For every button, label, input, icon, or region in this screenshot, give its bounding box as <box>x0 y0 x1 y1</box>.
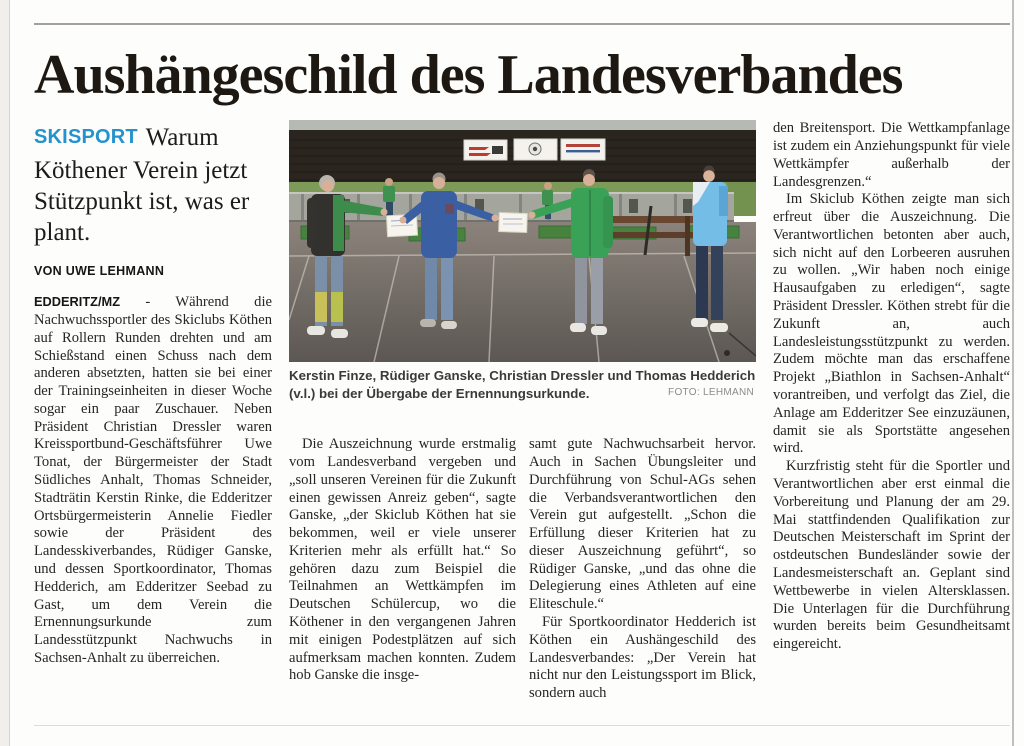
article-paragraph: Kurzfristig steht für die Sportler und Verantwortlichen aber erst einmal die Vorbereitung und Planung der am 29. Mai stattfindenden Qualifikation zur Deutschen Meisterschaft im Sprint der ostdeutschen Bundesländer sowie der Landesmeisterschaft an. Geplant sind Wettbewerbe in vielen Altersklassen. Die Unterlagen für die Durchführung wurden bereits beim Gesundheitsamt eingereicht. <box>773 458 1010 653</box>
dateline: EDDERITZ/MZ <box>34 294 121 310</box>
shooting-range-photo <box>289 120 756 362</box>
column-3 <box>529 436 756 703</box>
article-paragraph: Die Auszeichnung wurde erstmalig vom Landesverband vergeben und „soll unseren Vereinen für die Zukunft einen gewissen Anreiz geben“, sagte Ganske, „der Skiclub Köthen hat sie bekommen, weil er viele unserer Kriterien mehr als erfüllt hat.“ So gehören dazu zum Beispiel die Teilnahmen an Wettkämpfen im Deutschen Schülercup, wo die Köthener in den vergangenen Jahren mit einigen Podestplätzen auf sich aufmerksam machen konnten. Zudem hob Ganske die insge- <box>289 436 516 684</box>
column-1 <box>34 120 272 720</box>
sponsor-signs <box>464 139 605 160</box>
column-4 <box>773 120 1010 720</box>
page-edge-line-left <box>9 0 10 746</box>
article-paragraph: den Breitensport. Die Wettkampfanlage ist zudem ein Anziehungspunkt für viele Wettkämpfer außerhalb der Landesgrenzen.“ <box>773 120 1010 190</box>
article-photo <box>289 120 756 402</box>
photo-credit: FOTO: LEHMANN <box>668 386 754 398</box>
kicker-label: SKISPORT <box>34 126 138 149</box>
article-paragraph <box>34 293 272 668</box>
article-paragraph: Für Sportkoordinator Hedderich ist Köthen ein Aushängeschild des Landesverbandes: „Der Verein hat nicht nur den Leistungssport im Blick, sondern auch <box>529 614 756 702</box>
page-edge-line-right <box>1012 0 1014 746</box>
top-divider-rule <box>34 23 1010 25</box>
article-columns <box>34 120 1010 720</box>
column-middle <box>289 120 756 720</box>
photo-caption <box>289 362 756 402</box>
article-paragraph: Im Skiclub Köthen zeigte man sich erfreut über die Auszeichnung. Die Verantwortlichen betonten aber auch, sich nicht auf den Lorbeeren ausruhen zu wollen. „Wir haben noch einige Hausaufgaben zu erledigen“, sagte Präsident Dressler. Köthen strebt für die Zukunft an, auch Landesleistungsstützpunkt zu werden. Zudem möchte man das erschaffene Projekt „Biathlon in Sachsen-Anhalt“ vorantreiben, und verfolgt das Ziel, die Anlage am Edderitzer See einzuzäunen, damit sie als Sportstätte angesehen wird. <box>773 191 1010 457</box>
article <box>34 0 1010 746</box>
kicker <box>34 122 272 248</box>
middle-text-columns <box>289 436 756 703</box>
kicker-text: Warum Köthener Verein jetzt Stützpunkt ist, was er plant. <box>34 124 250 247</box>
headline: Aushängeschild des Landesverbandes <box>34 44 903 106</box>
column-2 <box>289 436 516 703</box>
byline: VON UWE LEHMANN <box>34 264 165 279</box>
article-paragraph: samt gute Nachwuchsarbeit hervor. Auch in Sachen Übungsleiter und Durchführung von Schul-AGs sehen die Verbandsverantwortlichen den Verein gut aufgestellt. „Schon die Erfüllung dieser Kriterien hat zu dieser Auszeichnung geführt“, so Rüdiger Ganske, „und das ohne die Delegierung eines Athleten auf eine Eliteschule.“ <box>529 436 756 613</box>
paragraph-text: - Während die Nachwuchssportler des Skiclubs Köthen auf Rollern Runden drehten und am Schießstand einen Schuss nach dem anderen absetzten, hatten sie bei einer der Trainingseinheiten in dieser Woche sogar ein paar Zuschauer. Neben Präsident Christian Dressler waren Kreissportbund-Geschäftsführer Uwe Tonat, der Bürgermeister der Stadt Südliches Anhalt, Thomas Schneider, Stadträtin Kerstin Rinke, die Edderitzer Ortsbürgermeisterin Annelie Fiedler sowie der Präsident des Landesskiverbandes, Rüdiger Ganske, und dessen Sportkoordinator, Thomas Hedderich, am Edderitzer Seebad zu Gast, um dem Verein die Ernennungsurkunde zum Landesstützpunkt Nachwuchs in Sachsen-Anhalt zu überreichen. <box>34 294 272 667</box>
photo-caption-text: Kerstin Finze, Rüdiger Ganske, Christian Dressler und Thomas Hedderich (v.l.) bei der Übergabe der Ernennungsurkunde. <box>289 368 756 401</box>
page-margin-strip <box>0 0 9 746</box>
